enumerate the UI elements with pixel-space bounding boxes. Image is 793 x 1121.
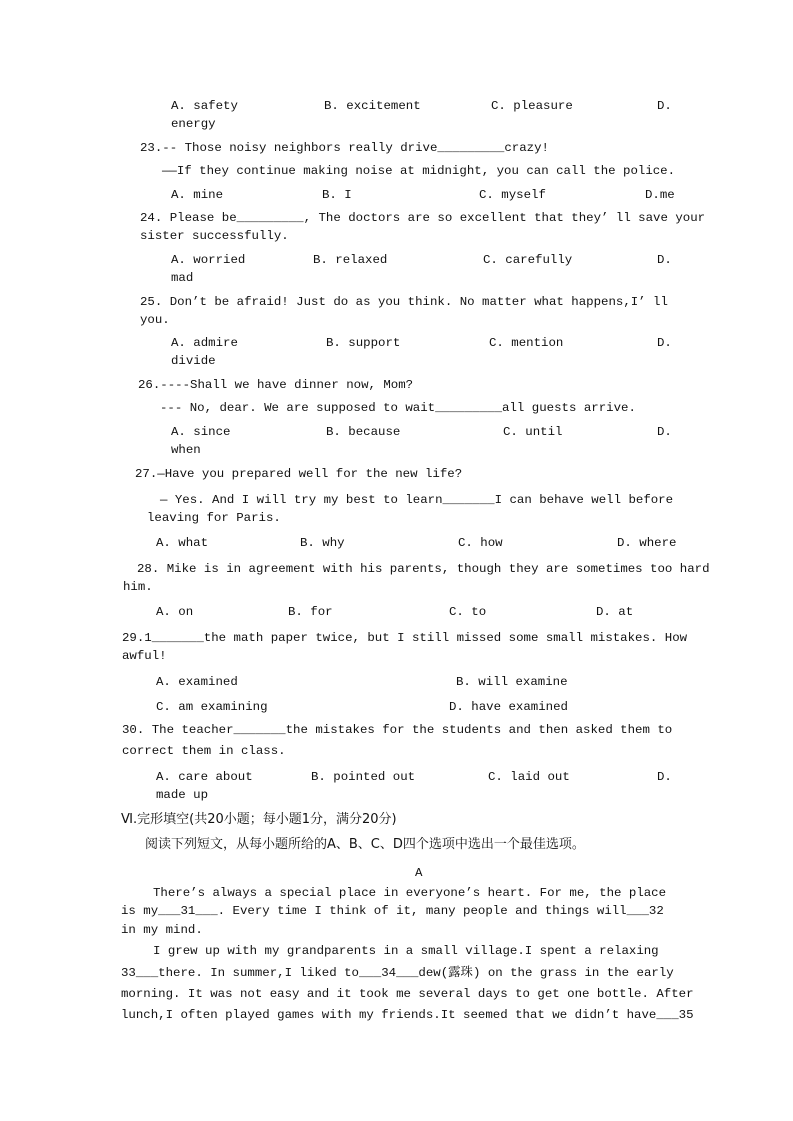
q23-reply: ——If they continue making noise at midnight, you can call the police.	[162, 164, 676, 178]
passage-line: is my___31___. Every time I think of it, many people and things will___32	[121, 904, 664, 918]
passage-line: in my mind.	[121, 923, 203, 937]
q24-prompt-cont: sister successfully.	[140, 229, 289, 243]
q28-option-c[interactable]: C. to	[449, 605, 487, 619]
q26-reply: --- No, dear. We are supposed to wait_________all guests arrive.	[160, 401, 636, 415]
q30-option-c[interactable]: C. laid out	[488, 770, 570, 784]
passage-label: A	[415, 866, 423, 880]
q25-prompt-cont: you.	[140, 313, 170, 327]
q29-option-d[interactable]: D. have examined	[449, 700, 568, 714]
q30-prompt: 30. The teacher_______the mistakes for the students and then asked them to	[122, 723, 673, 737]
q24-prompt: 24. Please be_________, The doctors are so excellent that they’ ll save your	[140, 211, 706, 225]
q27-option-b[interactable]: B. why	[300, 536, 345, 550]
q23-option-a[interactable]: A. mine	[171, 188, 224, 202]
q22-option-a[interactable]: A. safety	[171, 99, 238, 113]
section-instruction: 阅读下列短文，从每小题所给的A、B、C、D四个选项中选出一个最佳选项。	[145, 837, 585, 852]
q22-option-b[interactable]: B. excitement	[324, 99, 421, 113]
q28-prompt: 28. Mike is in agreement with his parents, though they are sometimes too hard	[137, 562, 710, 576]
q26-prompt: 26.----Shall we have dinner now, Mom?	[138, 378, 414, 392]
passage-line: lunch,I often played games with my friends.It seemed that we didn’t have___35	[121, 1008, 694, 1022]
q23-prompt: 23.-- Those noisy neighbors really drive_________crazy!	[140, 141, 549, 155]
passage-line: I grew up with my grandparents in a small village.I spent a relaxing	[153, 944, 659, 958]
q22-option-c[interactable]: C. pleasure	[491, 99, 573, 113]
q24-option-d[interactable]: D.	[657, 253, 672, 267]
q29-prompt: 29.1_______the math paper twice, but I still missed some small mistakes. How	[122, 631, 688, 645]
q23-option-b[interactable]: B. I	[322, 188, 352, 202]
section-heading: Ⅵ.完形填空(共20小题；每小题1分，满分20分)	[121, 812, 397, 827]
q23-option-c[interactable]: C. myself	[479, 188, 546, 202]
q29-prompt-cont: awful!	[122, 649, 167, 663]
q25-option-b[interactable]: B. support	[326, 336, 401, 350]
q22-option-d[interactable]: D.	[657, 99, 672, 113]
passage-line: morning. It was not easy and it took me several days to get one bottle. After	[121, 987, 694, 1001]
q25-option-d[interactable]: D.	[657, 336, 672, 350]
q27-prompt: 27.—Have you prepared well for the new life?	[135, 467, 463, 481]
q26-option-d[interactable]: D.	[657, 425, 672, 439]
q25-option-a[interactable]: A. admire	[171, 336, 238, 350]
q28-option-a[interactable]: A. on	[156, 605, 194, 619]
q25-option-d-text: divide	[171, 354, 216, 368]
q27-reply-cont: leaving for Paris.	[147, 511, 281, 525]
q27-reply: — Yes. And I will try my best to learn_______I can behave well before	[160, 493, 674, 507]
q30-option-a[interactable]: A. care about	[156, 770, 253, 784]
q22-option-d-text: energy	[171, 117, 216, 131]
q26-option-a[interactable]: A. since	[171, 425, 231, 439]
q28-option-b[interactable]: B. for	[288, 605, 333, 619]
q28-option-d[interactable]: D. at	[596, 605, 634, 619]
q26-option-d-text: when	[171, 443, 201, 457]
q30-option-d-text: made up	[156, 788, 209, 802]
q26-option-c[interactable]: C. until	[503, 425, 563, 439]
q30-option-b[interactable]: B. pointed out	[311, 770, 416, 784]
q24-option-c[interactable]: C. carefully	[483, 253, 573, 267]
q23-option-d[interactable]: D.me	[645, 188, 675, 202]
q29-option-b[interactable]: B. will examine	[456, 675, 568, 689]
q24-option-d-text: mad	[171, 271, 194, 285]
q27-option-d[interactable]: D. where	[617, 536, 677, 550]
q28-prompt-cont: him.	[123, 580, 153, 594]
passage-line: There’s always a special place in everyone’s heart. For me, the place	[153, 886, 667, 900]
passage-line: 33___there. In summer,I liked to___34___dew(露珠) on the grass in the early	[121, 966, 674, 980]
q29-option-a[interactable]: A. examined	[156, 675, 238, 689]
q24-option-b[interactable]: B. relaxed	[313, 253, 388, 267]
q27-option-c[interactable]: C. how	[458, 536, 503, 550]
q30-prompt-cont: correct them in class.	[122, 744, 286, 758]
q26-option-b[interactable]: B. because	[326, 425, 401, 439]
q24-option-a[interactable]: A. worried	[171, 253, 246, 267]
q25-option-c[interactable]: C. mention	[489, 336, 564, 350]
q30-option-d[interactable]: D.	[657, 770, 672, 784]
q29-option-c[interactable]: C. am examining	[156, 700, 268, 714]
q27-option-a[interactable]: A. what	[156, 536, 209, 550]
q25-prompt: 25. Don’t be afraid! Just do as you think. No matter what happens,I’ ll	[140, 295, 668, 309]
